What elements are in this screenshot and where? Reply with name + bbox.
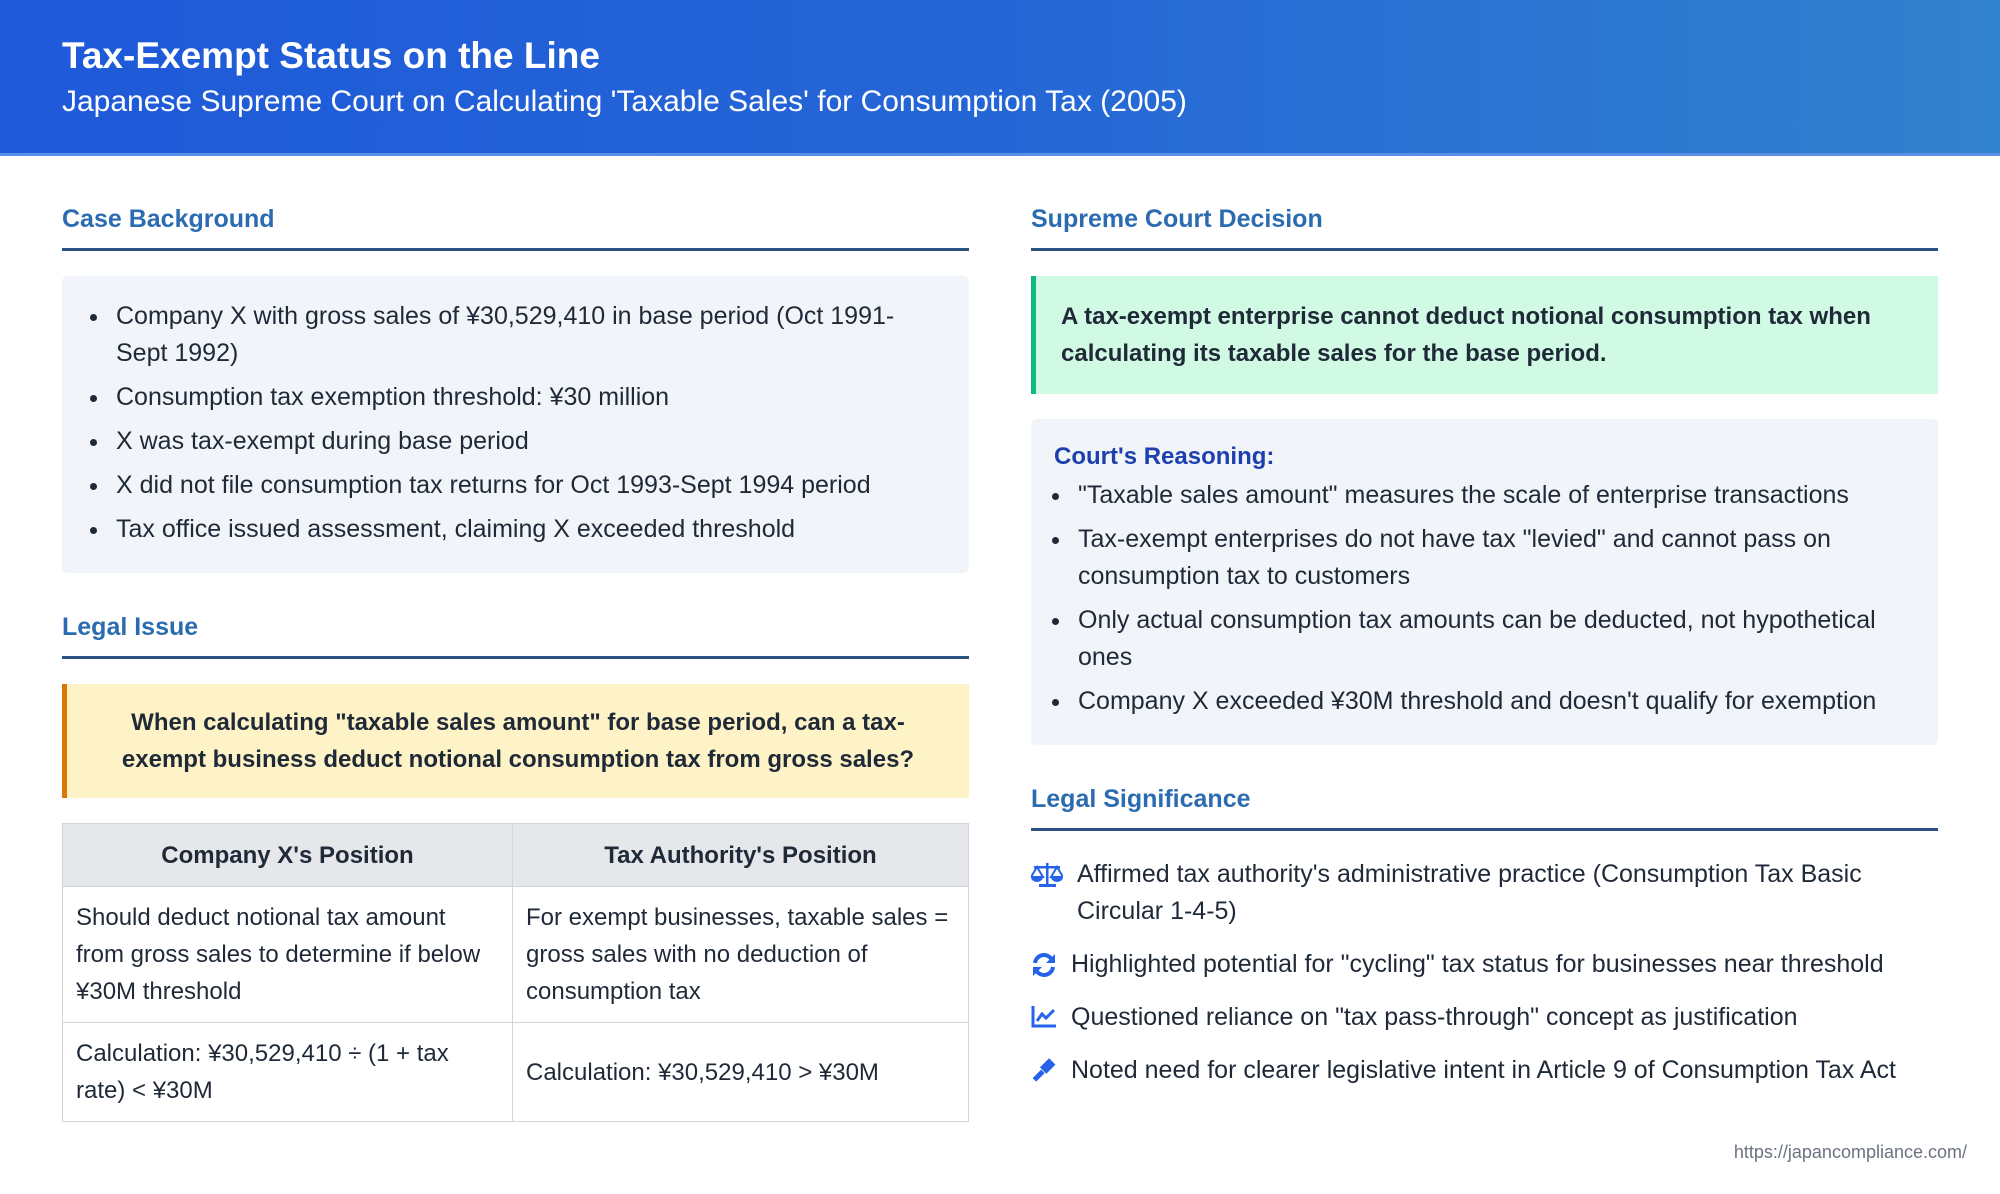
list-item: X was tax-exempt during base period (92, 423, 939, 460)
list-item: X did not file consumption tax returns for Oct 1993-Sept 1994 period (92, 467, 939, 504)
list-item: Company X with gross sales of ¥30,529,410 in base period (Oct 1991-Sept 1992) (92, 298, 939, 372)
section-heading-background: Case Background (62, 205, 969, 251)
table-cell: For exempt businesses, taxable sales = gross sales with no deduction of consumption tax (513, 887, 969, 1023)
section-heading-significance: Legal Significance (1031, 785, 1938, 831)
table-header-row (63, 824, 969, 887)
column-header: Tax Authority's Position (513, 824, 969, 887)
court-holding: A tax-exempt enterprise cannot deduct notional consumption tax when calculating its taxable sales for the base period. (1031, 276, 1938, 394)
footer-url: https://japancompliance.com/ (1733, 1142, 1967, 1162)
reasoning-title: Court's Reasoning: (1054, 443, 1275, 470)
list-item: Only actual consumption tax amounts can be deducted, not hypothetical ones (1054, 602, 1915, 676)
list-item: Tax-exempt enterprises do not have tax "levied" and cannot pass on consumption tax to customers (1054, 521, 1915, 595)
significance-item (1031, 856, 1938, 930)
list-item: Tax office issued assessment, claiming X exceeded threshold (92, 511, 939, 548)
list-item: "Taxable sales amount" measures the scale of enterprise transactions (1054, 477, 1915, 514)
section-heading-decision: Supreme Court Decision (1031, 205, 1938, 251)
table-row (63, 1023, 969, 1122)
left-column (62, 205, 969, 1122)
significance-item (1031, 1052, 1938, 1089)
right-column (1031, 205, 1938, 1105)
table-row (63, 887, 969, 1023)
table-cell: Should deduct notional tax amount from gross sales to determine if below ¥30M threshold (63, 887, 513, 1023)
scale-balance-icon (1031, 862, 1063, 888)
court-reasoning-box (1031, 419, 1938, 745)
page-title: Tax-Exempt Status on the Line (62, 35, 600, 76)
table-cell: Calculation: ¥30,529,410 > ¥30M (513, 1023, 969, 1122)
legal-issue-question: When calculating "taxable sales amount" for base period, can a tax-exempt business deduct notional consumption tax from gross sales? (62, 684, 969, 798)
chart-line-icon (1031, 1005, 1057, 1029)
section-heading-legal-issue: Legal Issue (62, 613, 969, 659)
significance-text: Highlighted potential for "cycling" tax status for businesses near threshold (1071, 950, 1884, 978)
column-header: Company X's Position (63, 824, 513, 887)
significance-item (1031, 999, 1938, 1036)
list-item: Company X exceeded ¥30M threshold and doesn't qualify for exemption (1054, 683, 1915, 720)
significance-text: Questioned reliance on "tax pass-through" concept as justification (1071, 1003, 1798, 1031)
positions-table (62, 823, 969, 1122)
page-subtitle: Japanese Supreme Court on Calculating 'Taxable Sales' for Consumption Tax (2005) (62, 85, 1187, 118)
table-cell: Calculation: ¥30,529,410 ÷ (1 + tax rate) < ¥30M (63, 1023, 513, 1122)
sync-icon (1031, 952, 1057, 978)
significance-text: Noted need for clearer legislative intent in Article 9 of Consumption Tax Act (1071, 1056, 1896, 1084)
significance-text: Affirmed tax authority's administrative practice (Consumption Tax Basic Circular 1-4-5) (1077, 860, 1862, 925)
case-background-box (62, 276, 969, 573)
significance-item (1031, 946, 1938, 983)
gavel-icon (1031, 1058, 1057, 1084)
list-item: Consumption tax exemption threshold: ¥30 million (92, 379, 939, 416)
header (0, 0, 2000, 156)
